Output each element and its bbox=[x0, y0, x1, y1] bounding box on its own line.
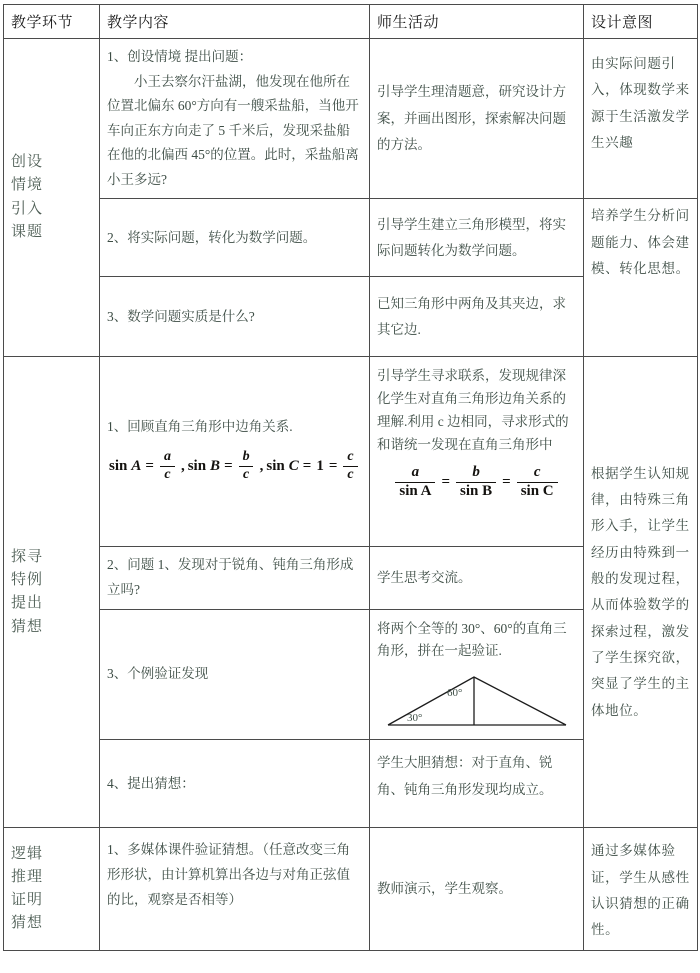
intent-cell-multimedia-intent: 通过多媒体验证，学生从感性认识猜想的正确性。 bbox=[584, 828, 698, 950]
stage-line: 逻辑 bbox=[11, 845, 44, 862]
content-cell-example-verification: 3、个例验证发现 bbox=[100, 609, 370, 740]
content-cell-problem-setup bbox=[100, 39, 370, 199]
angle-b: B bbox=[210, 457, 221, 474]
activity-text: 引导学生寻求联系，发现规律深化学生对直角三角形边角关系的理解.利用 c 边相同，寻求形式的和谐统一发现在直角三角形中 bbox=[377, 368, 569, 453]
stage-cell-explore-special-case bbox=[4, 357, 100, 828]
equals-sign: = bbox=[145, 457, 154, 474]
content-cell-problem-essence: 3、数学问题实质是什么? bbox=[100, 277, 370, 357]
fraction-c-over-sinC bbox=[517, 465, 558, 500]
fraction-b-over-sinB bbox=[456, 465, 496, 500]
activity-cell-known-two-angles: 已知三角形中两角及其夹边，求其它边. bbox=[370, 277, 584, 357]
denominator-sinA: sin A bbox=[395, 482, 435, 500]
content-title: 1、创设情境 提出问题： bbox=[107, 49, 253, 64]
intent-cell-analysis-ability: 培养学生分析问题能力、体会建模、转化思想。 bbox=[584, 199, 698, 357]
denominator-c: c bbox=[160, 466, 174, 483]
fraction-a-over-sinA bbox=[395, 465, 435, 500]
equals-sign: = bbox=[441, 473, 451, 490]
stage-line: 创设 bbox=[11, 154, 44, 171]
activity-cell-seek-connection bbox=[370, 357, 584, 547]
content-cell-propose-conjecture: 4、提出猜想： bbox=[100, 740, 370, 828]
sin-function-label: sin bbox=[266, 457, 285, 474]
triangle-diagram bbox=[377, 669, 576, 731]
content-cell-review-right-triangle bbox=[100, 357, 370, 547]
activity-cell-student-discussion: 学生思考交流。 bbox=[370, 547, 584, 609]
fraction-b-over-c bbox=[239, 450, 254, 482]
comma-separator: , bbox=[259, 457, 264, 474]
table-body bbox=[4, 39, 698, 951]
stage-line: 猜想 bbox=[11, 618, 44, 635]
stage-line: 证明 bbox=[11, 892, 44, 908]
table-row bbox=[4, 828, 698, 950]
table-row bbox=[4, 199, 698, 277]
formula-law-of-sines bbox=[377, 465, 576, 500]
stage-cell-create-situation bbox=[4, 39, 100, 357]
content-body: 小王去察尔汗盐湖，他发现在他所在位置北偏东 60°方向有一艘采盐船，当他开车向正东方向走了 5 千米后，发现采盐船在他的北偏西 45°的位置。此时，采盐船离小王多远? bbox=[107, 73, 359, 187]
triangle-pair-svg bbox=[382, 669, 572, 731]
denominator-c: c bbox=[239, 466, 253, 483]
equals-sign: = bbox=[502, 473, 511, 490]
intent-cell-cognitive-rule: 根据学生认知规律，由特殊三角形入手，让学生经历由特殊到一般的发现过程，从而体验数学的探索过程，激发了学生探究欲，突显了学生的主体地位。 bbox=[584, 357, 698, 828]
stage-line: 课题 bbox=[11, 223, 44, 240]
header-teaching-stage: 教学环节 bbox=[4, 5, 100, 39]
activity-cell-bold-conjecture: 学生大胆猜想：对于直角、锐角、钝角三角形发现均成立。 bbox=[370, 740, 584, 828]
numerator-a: a bbox=[163, 448, 171, 464]
stage-line: 猜想 bbox=[11, 915, 44, 932]
content-cell-question-acute-obtuse: 2、问题 1、发现对于锐角、钝角三角形成立吗? bbox=[100, 547, 370, 609]
activity-cell-teacher-demo: 教师演示，学生观察。 bbox=[370, 828, 584, 950]
stage-line: 特例 bbox=[11, 572, 44, 589]
stage-line: 提出 bbox=[11, 595, 44, 612]
apex-angle-label: 60° bbox=[446, 687, 462, 700]
stage-line: 情境 bbox=[11, 177, 44, 194]
value-one: 1 bbox=[316, 457, 324, 474]
angle-c: C bbox=[288, 457, 299, 474]
activity-cell-build-model: 引导学生建立三角形模型，将实际问题转化为数学问题。 bbox=[370, 199, 584, 277]
activity-cell-combine-triangles bbox=[370, 609, 584, 740]
numerator-a: a bbox=[411, 464, 420, 481]
header-teaching-content: 教学内容 bbox=[100, 5, 370, 39]
header-row bbox=[4, 5, 698, 39]
lesson-plan-table bbox=[3, 4, 698, 951]
angle-a: A bbox=[131, 457, 142, 474]
sin-function-label: sin bbox=[109, 457, 128, 474]
equals-sign: = bbox=[224, 457, 233, 474]
table-row bbox=[4, 39, 698, 199]
equals-sign: = bbox=[328, 457, 338, 474]
intent-cell-real-problem: 由实际问题引入，体现数学来源于生活激发学生兴趣 bbox=[584, 39, 698, 199]
stage-cell-logical-proof bbox=[4, 828, 100, 950]
denominator-sinC: sin C bbox=[517, 482, 558, 500]
fraction-a-over-c bbox=[160, 450, 175, 482]
numerator-b: b bbox=[472, 464, 480, 481]
header-design-intent: 设计意图 bbox=[584, 5, 698, 39]
equals-sign: = bbox=[302, 457, 312, 474]
stage-line: 探寻 bbox=[11, 548, 44, 565]
content-title: 1、回顾直角三角形中边角关系. bbox=[107, 419, 293, 435]
activity-cell-guide-understanding: 引导学生理清题意，研究设计方案，并画出图形，探索解决问题的方法。 bbox=[370, 39, 584, 199]
numerator-b: b bbox=[242, 448, 250, 464]
numerator-c: c bbox=[347, 448, 354, 464]
content-cell-multimedia-verify: 1、多媒体课件验证猜想。（任意改变三角形形状，由计算机算出各边与对角正弦值的比，观察是否相等） bbox=[100, 828, 370, 950]
denominator-c: c bbox=[343, 466, 357, 483]
table-row bbox=[4, 357, 698, 547]
stage-line: 引入 bbox=[11, 200, 44, 217]
denominator-sinB: sin B bbox=[456, 482, 496, 500]
formula-sine-ratios bbox=[109, 450, 362, 482]
numerator-c: c bbox=[533, 464, 541, 481]
stage-line: 推理 bbox=[11, 868, 44, 885]
fraction-c-over-c bbox=[343, 450, 357, 482]
comma-separator: , bbox=[180, 457, 185, 474]
sin-function-label: sin bbox=[187, 457, 207, 474]
table-header bbox=[4, 5, 698, 39]
base-angle-label: 30° bbox=[406, 712, 422, 725]
activity-text: 将两个全等的 30°、60°的直角三角形，拼在一起验证. bbox=[377, 620, 567, 659]
content-cell-convert-problem: 2、将实际问题，转化为数学问题。 bbox=[100, 199, 370, 277]
header-teacher-student-activity: 师生活动 bbox=[370, 5, 584, 39]
